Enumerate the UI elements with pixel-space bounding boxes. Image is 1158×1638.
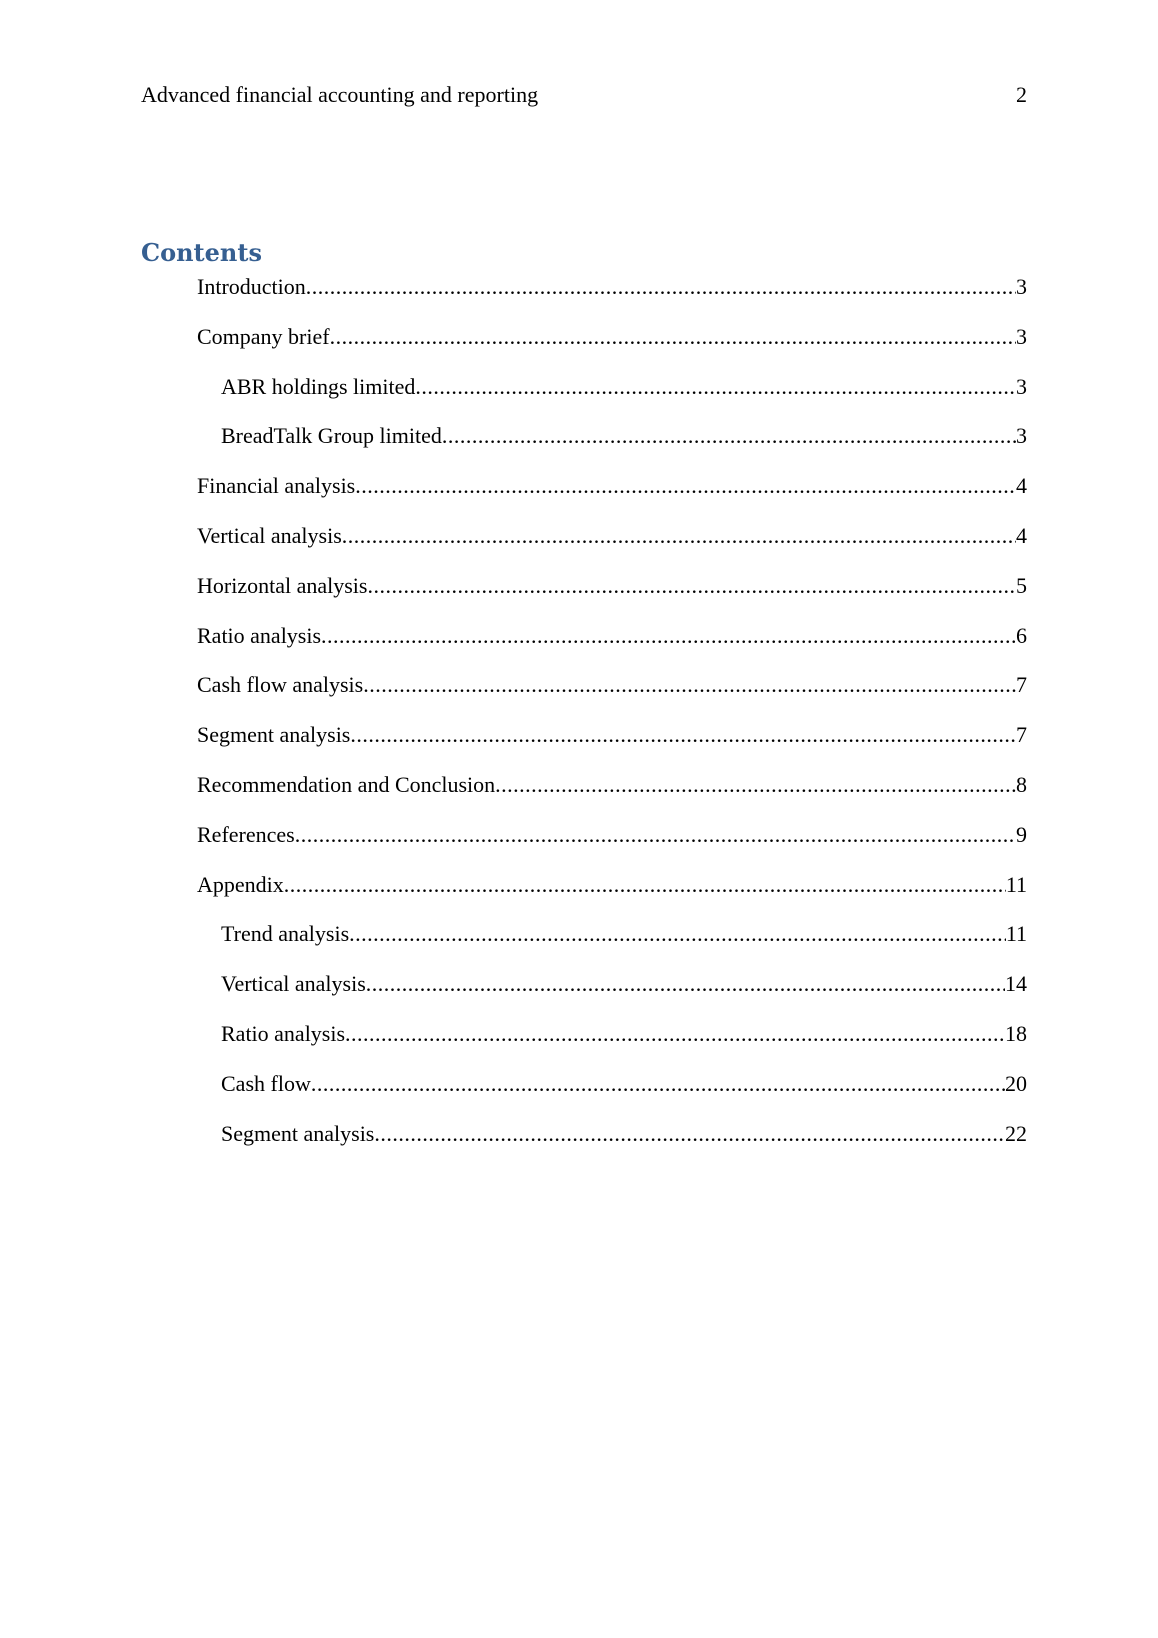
toc-dot-leader (415, 372, 1016, 402)
toc-entry-page: 22 (1005, 1120, 1027, 1146)
toc-entry-label: Segment analysis (197, 720, 350, 750)
toc-dot-leader (311, 1069, 1005, 1099)
toc-entry-page: 3 (1016, 323, 1027, 349)
header-title: Advanced financial accounting and reporting (141, 82, 539, 107)
toc-entry[interactable] (221, 1119, 1027, 1149)
toc-entry-label: Segment analysis (221, 1119, 374, 1149)
toc-entry[interactable] (197, 521, 1027, 551)
toc-entry[interactable] (221, 421, 1027, 451)
toc-entry[interactable] (221, 919, 1027, 949)
toc-entry-label: Cash flow analysis (197, 670, 363, 700)
toc-dot-leader (366, 969, 1005, 999)
header-page-number: 2 (1016, 82, 1027, 107)
toc-entry-label: Company brief (197, 322, 330, 352)
toc-entry-page: 9 (1016, 821, 1027, 847)
toc-entry[interactable] (197, 670, 1027, 700)
toc-dot-leader (363, 670, 1016, 700)
toc-dot-leader (345, 1019, 1005, 1049)
toc-entry-page: 20 (1005, 1070, 1027, 1096)
toc-entry-page: 11 (1005, 871, 1027, 897)
toc-entry[interactable] (197, 471, 1027, 501)
toc-entry[interactable] (197, 720, 1027, 750)
toc-entry[interactable] (197, 322, 1027, 352)
toc-entry-label: ABR holdings limited (221, 372, 415, 402)
toc-entry-label: Financial analysis (197, 471, 355, 501)
toc-dot-leader (355, 471, 1016, 501)
toc-dot-leader (342, 521, 1016, 551)
toc-entry-page: 18 (1005, 1021, 1027, 1046)
toc-dot-leader (495, 770, 1016, 800)
toc-entry[interactable] (197, 870, 1027, 900)
toc-entry[interactable] (197, 770, 1027, 800)
toc-entry-label: Vertical analysis (197, 521, 342, 551)
toc-entry-label: Recommendation and Conclusion (197, 770, 495, 800)
page-header (141, 80, 1027, 110)
toc-dot-leader (367, 571, 1016, 601)
toc-entry-page: 8 (1016, 772, 1027, 797)
toc-entry-page: 4 (1016, 523, 1027, 548)
toc-entry[interactable] (221, 372, 1027, 402)
toc-entry-page: 4 (1016, 473, 1027, 499)
toc-entry[interactable] (221, 1019, 1027, 1049)
toc-dot-leader (321, 621, 1016, 651)
toc-entry[interactable] (221, 969, 1027, 999)
toc-dot-leader (374, 1119, 1005, 1149)
toc-entry-page: 5 (1016, 572, 1027, 598)
toc-entry-label: Ratio analysis (197, 621, 321, 651)
toc-dot-leader (306, 272, 1016, 302)
toc-entry-page: 14 (1005, 971, 1027, 997)
toc-entry-page: 6 (1016, 622, 1027, 648)
toc-entry-label: Horizontal analysis (197, 571, 367, 601)
toc-entry[interactable] (197, 571, 1027, 601)
toc-dot-leader (295, 820, 1016, 850)
toc-entry-page: 7 (1016, 672, 1027, 698)
toc-entry-label: Vertical analysis (221, 969, 366, 999)
toc-entry-page: 3 (1016, 423, 1027, 449)
toc-entry-label: Introduction (197, 272, 306, 302)
toc-dot-leader (330, 322, 1016, 352)
toc-entry-label: BreadTalk Group limited (221, 421, 442, 451)
toc-entry-page: 11 (1005, 921, 1027, 947)
toc-dot-leader (284, 870, 1006, 900)
toc-entry-page: 7 (1016, 722, 1027, 748)
toc-heading: Contents (141, 238, 262, 267)
toc-entry[interactable] (221, 1069, 1027, 1099)
toc-dot-leader (350, 720, 1016, 750)
toc-dot-leader (442, 421, 1016, 451)
toc-entry[interactable] (197, 820, 1027, 850)
toc-entry-page: 3 (1016, 373, 1027, 399)
toc-dot-leader (349, 919, 1006, 949)
toc-entry-label: Ratio analysis (221, 1019, 345, 1049)
toc-entry-label: Appendix (197, 870, 284, 900)
toc-entry-label: Trend analysis (221, 919, 349, 949)
toc-entry-label: References (197, 820, 295, 850)
toc-entry-label: Cash flow (221, 1069, 311, 1099)
toc-entry-page: 3 (1016, 274, 1027, 299)
toc-entry[interactable] (197, 272, 1027, 302)
toc-entry[interactable] (197, 621, 1027, 651)
